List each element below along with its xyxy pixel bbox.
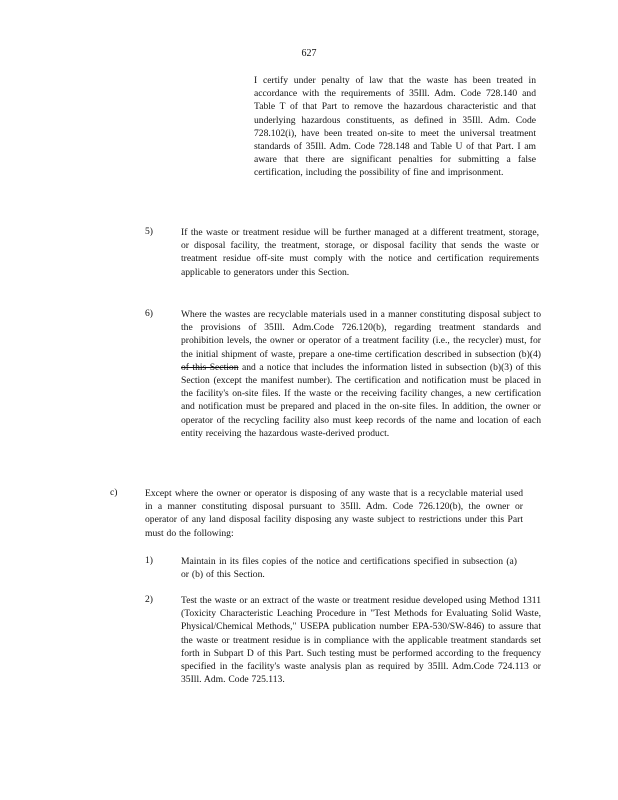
item-5-text: If the waste or treatment residue will be further managed at a different treatment, storage, or disposal facility, the treatment, storage, or disposal facility that sends the waste or treatment residue off-site must comply with the notice and certification requirements applicable to generators under this Section. xyxy=(181,227,539,278)
item-6-text xyxy=(181,308,541,440)
c-1-text: Maintain in its files copies of the notice and certifications specified in subsection (a) or (b) of this Section. xyxy=(181,556,517,581)
c-2-text: Test the waste or an extract of the waste or treatment residue developed using Method 1311 (Toxicity Characteristic Leaching Procedure in "Test Methods for Evaluating Solid Waste, Physical/Chemical Methods," USEPA publication number EPA-530/SW-846) to assure that the waste or treatment residue is in compliance with the applicable treatment standards set forth in Subpart D of this Part. Such testing must be performed according to the frequency specified in the facility's waste analysis plan as required by 35Ill. Adm.Code 724.113 or 35Ill. Adm. Code 725.113. xyxy=(181,595,541,686)
item-5-number: 5) xyxy=(145,226,153,237)
c-1-number: 1) xyxy=(145,555,153,566)
c-2-number: 2) xyxy=(145,594,153,605)
item-6-text-after: and a notice that includes the information listed in subsection (b)(3) of this Section (except the manifest number). The certification and notification must be placed in the facility's on-site files. If the waste or the receiving facility changes, a new certification and notification must be prepared and placed in the on-site files. In addition, the owner or operator of the recycling facility also must keep records of the name and location of each entity receiving the hazardous waste-derived product. xyxy=(181,361,541,439)
certification-statement: I certify under penalty of law that the waste has been treated in accordance with the requirements of 35Ill. Adm. Code 728.140 and Table T of that Part to remove the hazardous characteristic and that underlying hazardous constituents, as defined in 35Ill. Adm. Code 728.102(i), have been treated on-site to meet the universal treatment standards of 35Ill. Adm. Code 728.148 and Table U of that Part. I am aware that there are significant penalties for submitting a false certification, including the possibility of fine and imprisonment. xyxy=(254,75,536,179)
item-6-struck-text: of this Section xyxy=(181,361,239,373)
page-number: 627 xyxy=(301,48,317,59)
item-6-text-before: Where the wastes are recyclable materials used in a manner constituting disposal subject to the provisions of 35Ill. Adm.Code 726.120(b), regarding treatment standards and prohibition levels, the owner or operator of a treatment facility (i.e., the recycler) must, for the initial shipment of waste, prepare a one-time certification described in subsection (b)(4) xyxy=(181,309,541,360)
section-c-number: c) xyxy=(110,487,118,498)
section-c-text: Except where the owner or operator is disposing of any waste that is a recyclable material used in a manner constituting disposal pursuant to 35Ill. Adm. Code 726.120(b), the owner or operator of any land disposal facility disposing any waste subject to restrictions under this Part must do the following: xyxy=(145,488,523,539)
item-6-number: 6) xyxy=(145,308,153,319)
